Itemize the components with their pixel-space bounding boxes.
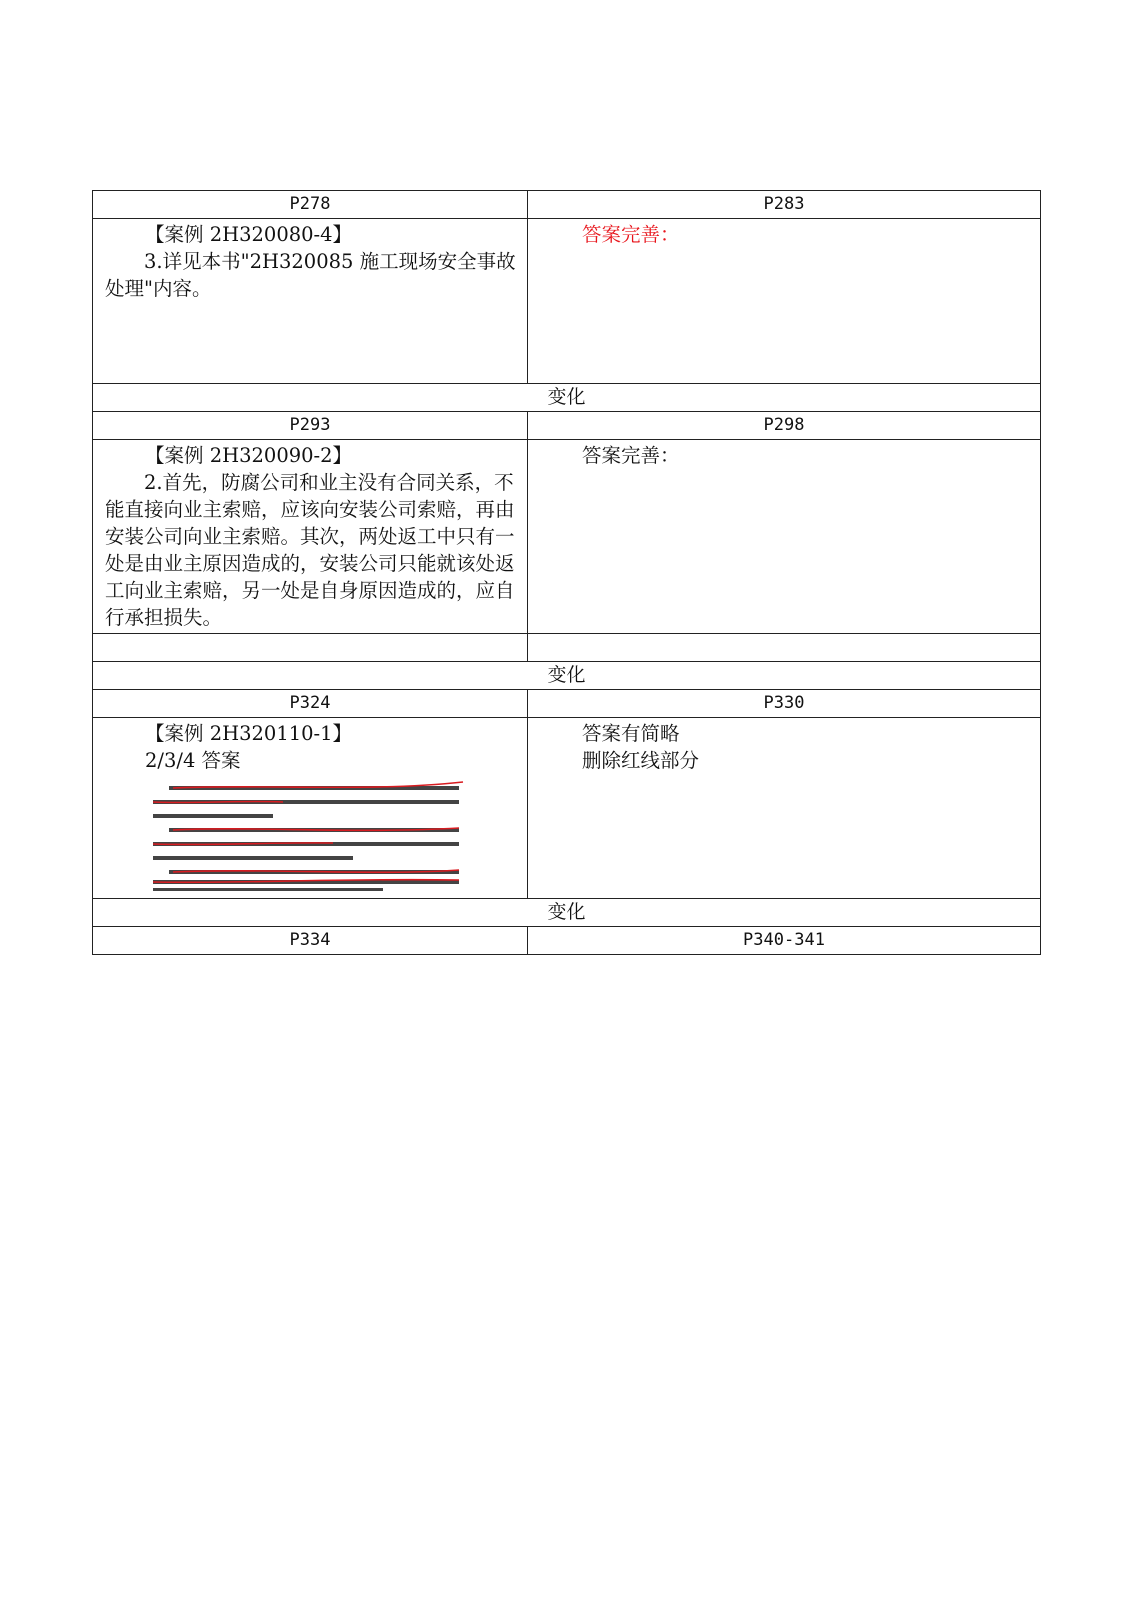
comparison-table [92,190,1041,955]
left-page-number: P293 [93,412,528,440]
old-answer-cell [93,718,528,899]
right-page-number: P298 [528,412,1041,440]
scanned-text-with-strikethrough [153,780,473,892]
old-answer-text: 2.首先，防腐公司和业主没有合同关系，不能直接向业主索赔，应该向安装公司索赔，再由安装公司向业主索赔。其次，两处返工中只有一处是由业主原因造成的，安装公司只能就该处返工向业主索赔，另一处是自身原因造成的，应自行承担损失。 [105,471,515,629]
page-header-row [93,927,1041,955]
left-page-number: P324 [93,690,528,718]
left-page-number: P334 [93,927,528,955]
content-row [93,440,1041,634]
change-row [93,662,1041,690]
answers-label: 2/3/4 答案 [145,749,241,772]
new-answer-cell [528,718,1041,899]
case-id: 【案例 2H320090-2】 [145,444,353,467]
right-page-number: P340-341 [528,927,1041,955]
page-header-row [93,690,1041,718]
empty-cell [528,634,1041,662]
change-label: 变化 [93,384,1041,412]
change-label: 变化 [93,662,1041,690]
delete-red-line-label: 删除红线部分 [582,749,700,772]
scanned-answer-image [153,780,473,892]
right-page-number: P330 [528,690,1041,718]
change-row [93,384,1041,412]
content-row [93,718,1041,899]
content-row [93,219,1041,384]
old-answer-cell [93,440,528,634]
left-page-number: P278 [93,191,528,219]
change-row [93,899,1041,927]
old-answer-cell [93,219,528,384]
old-answer-text: 3.详见本书"2H320085 施工现场安全事故处理"内容。 [105,250,516,300]
empty-row [93,634,1041,662]
change-label: 变化 [93,899,1041,927]
case-id: 【案例 2H320110-1】 [145,722,353,745]
new-answer-cell [528,219,1041,384]
right-page-number: P283 [528,191,1041,219]
empty-cell [93,634,528,662]
page-header-row [93,412,1041,440]
answer-improved-label: 答案完善： [582,444,680,467]
case-id: 【案例 2H320080-4】 [145,223,353,246]
answer-improved-label: 答案完善： [582,223,680,246]
page-header-row [93,191,1041,219]
new-answer-cell [528,440,1041,634]
answer-simplified-label: 答案有简略 [582,722,680,745]
